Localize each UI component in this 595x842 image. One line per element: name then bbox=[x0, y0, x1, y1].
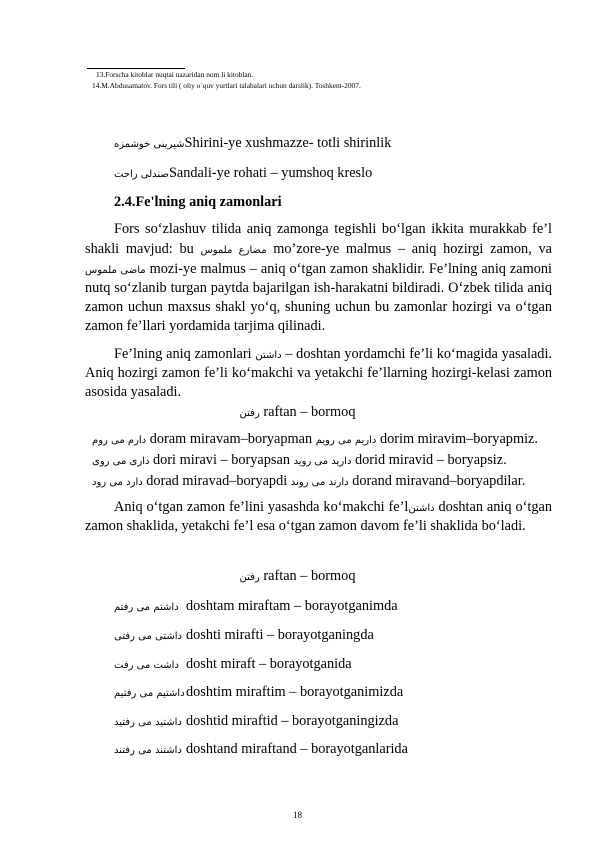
paragraph-line: zamon fe’llari yordamida tarjima qilinadi. bbox=[85, 318, 326, 334]
footnote-14: 14.M.Abdusamatov. Fors tili ( oliy o`quv yurtlari talabalari uchun darslik). Toshkent-2007. bbox=[92, 81, 361, 90]
persian-term: ماضی ملموس bbox=[85, 265, 146, 276]
section-heading: 2.4.Fe'lning aniq zamonlari bbox=[114, 194, 282, 210]
persian-term: داشتن bbox=[255, 350, 282, 361]
persian-term: مضارع ملموس bbox=[200, 245, 267, 256]
conjugation-row: داشت می رفت dosht miraft – borayotganida bbox=[114, 656, 352, 672]
paragraph-line: ماضی ملموس mozi-ye malmus – aniq o‘tgan zamon shaklidir. Fe’lning aniq zamoni bbox=[85, 261, 553, 277]
conjugation-row: داشتید می رفتید doshtid miraftid – borayotganingizda bbox=[114, 713, 399, 729]
persian-phrase: شیرینی خوشمزه bbox=[114, 139, 185, 150]
conjugation-row: داشتم می رفتم doshtam miraftam – borayotganimda bbox=[114, 598, 398, 614]
conjugation-row: دارد می رود dorad miravad–boryapdi دارند می روند dorand miravand–boryapdilar. bbox=[92, 473, 526, 489]
persian-verb: رفتن bbox=[239, 572, 260, 583]
persian-phrase: صندلی راحت bbox=[114, 169, 169, 180]
paragraph-line: Fe’lning aniq zamonlari داشتن – doshtan yordamchi fe’li ko‘magida yasaladi. bbox=[114, 346, 552, 362]
paragraph-line: shakli mavjud: bu مضارع ملموس mo’zore-ye malmus – aniq hozirgi zamon, va bbox=[85, 241, 553, 257]
footnote-divider bbox=[87, 68, 185, 69]
conjugation-row: داشتیم می رفتیمdoshtim miraftim – borayotganimizda bbox=[114, 684, 404, 700]
example-text: Sandali-ye rohati – yumshoq kreslo bbox=[168, 165, 373, 181]
verb-title: رفتن raftan – bormoq bbox=[239, 568, 356, 584]
paragraph-line: zamon shaklida, yetakchi fe’l esa o‘tgan zamon davom fe’li shaklida bo‘ladi. bbox=[85, 518, 526, 534]
persian-term: داشتن bbox=[408, 503, 435, 514]
paragraph-line: Fors so‘zlashuv tilida aniq zamonga tegishli bo‘lgan ikkita murakkab fe’l bbox=[114, 221, 552, 237]
example-row bbox=[114, 134, 391, 154]
paragraph-line: asosida yasaladi. bbox=[85, 384, 182, 400]
paragraph-line: nutq so‘zlanib turgan paytda bajarilgan ish-harakatni bildiradi. O‘zbek tilida aniq bbox=[85, 280, 552, 296]
example-text: Shirini-ye xushmazze- totli shirinlik bbox=[184, 135, 392, 151]
persian-verb: رفتن bbox=[239, 408, 260, 419]
paragraph-line: zamon uchun maxsus shakl yo‘q, shuning uchun bu zamonlar hozirgi va o‘tgan bbox=[85, 299, 552, 315]
paragraph-line: Aniq o‘tgan zamon fe’lini yasashda ko‘makchi fe’lداشتن doshtan aniq o‘tgan bbox=[114, 499, 552, 515]
example-row bbox=[114, 164, 372, 184]
conjugation-row: داشتی می رفتی doshti mirafti – borayotganingda bbox=[114, 627, 374, 643]
conjugation-row: داشتند می رفتند doshtand miraftand – borayotganlarida bbox=[114, 741, 408, 757]
verb-title: رفتن raftan – bormoq bbox=[239, 404, 356, 420]
page-number: 18 bbox=[293, 810, 302, 820]
paragraph-line: Aniq hozirgi zamon fe’li ko‘makchi va yetakchi fe’llarning hozirgi-kelasi zamon bbox=[85, 365, 552, 381]
conjugation-row: دارم می روم doram miravam–boryapman داریم می رویم dorim miravim–boryapmiz. bbox=[92, 431, 538, 447]
footnote-13: 13.Forscha kitoblar nuqtai nazaridan nom li kitoblan. bbox=[96, 70, 254, 79]
conjugation-row: داری می روی dori miravi – boryapsan دارید می روید dorid miravid – boryapsiz. bbox=[92, 452, 507, 468]
